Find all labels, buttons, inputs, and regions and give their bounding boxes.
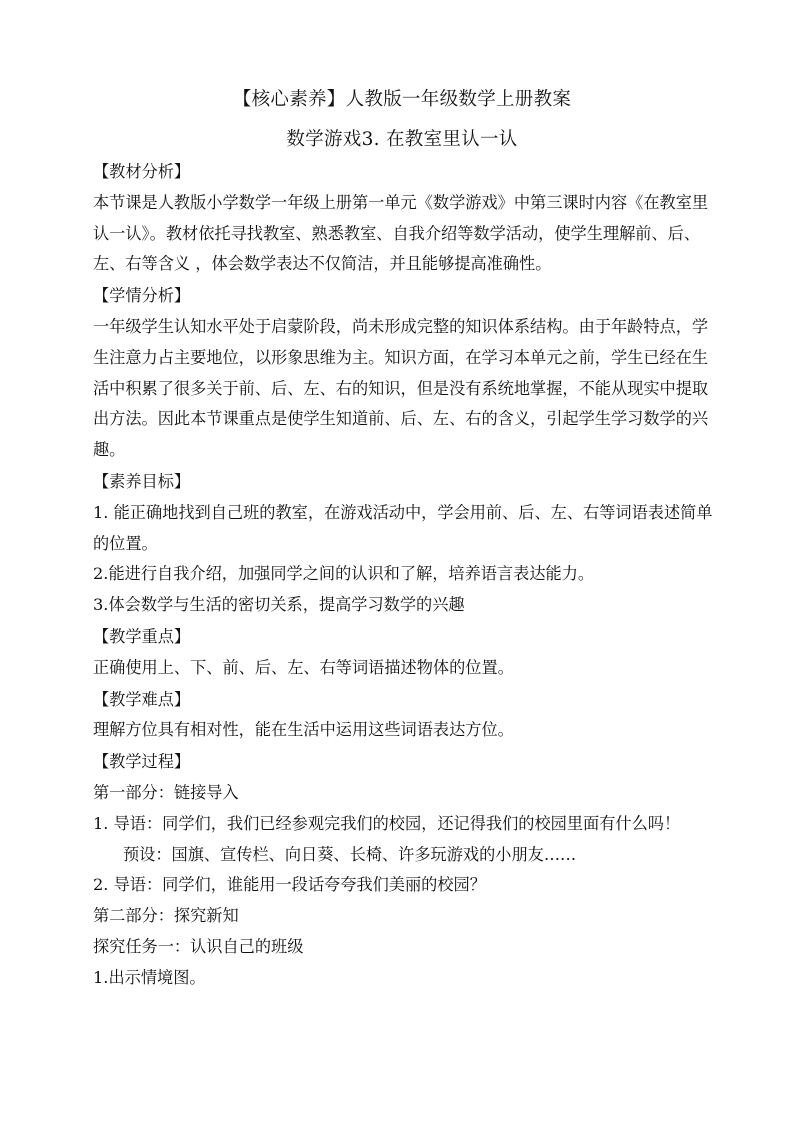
section-heading-teaching-process: 【教学过程】 (93, 752, 191, 772)
paragraph-line: 正确使用上、下、前、后、左、右等词语描述物体的位置。 (93, 657, 514, 677)
paragraph-line: 生注意力占主要地位，以形象思维为主。知识方面，在学习本单元之前，学生已经在生 (93, 347, 709, 367)
paragraph-line: 出方法。因此本节课重点是使学生知道前、后、左、右的含义，引起学生学习数学的兴 (93, 409, 709, 429)
paragraph-line: 的位置。 (93, 533, 158, 553)
document-page (93, 84, 711, 994)
paragraph-line: 左、右等含义 ，体会数学表达不仅简洁，并且能够提高准确性。 (93, 254, 552, 274)
paragraph-line: 本节课是人教版小学数学一年级上册第一单元《数学游戏》中第三课时内容《在教室里 (93, 192, 709, 212)
process-item: 2. 导语：同学们，谁能用一段话夸夸我们美丽的校园？ (93, 875, 486, 895)
process-item: 1.出示情境图。 (93, 967, 206, 987)
paragraph-line: 趣。 (93, 440, 126, 460)
section-heading-textbook-analysis: 【教材分析】 (93, 162, 191, 181)
document-title: 【核心素养】人教版一年级数学上册教案 (232, 89, 572, 110)
preset-answer: 预设：国旗、宣传栏、向日葵、长椅、许多玩游戏的小朋友…… (123, 844, 577, 864)
document-subtitle: 数学游戏3. 在教室里认一认 (286, 129, 518, 150)
section-heading-teaching-focus: 【教学重点】 (93, 626, 191, 646)
goal-item: 2.能进行自我介绍，加强同学之间的认识和了解，培养语言表达能力。 (93, 564, 595, 584)
part-title: 第二部分：探究新知 (93, 906, 239, 926)
paragraph-line: 一年级学生认知水平处于启蒙阶段，尚未形成完整的知识体系结构。由于年龄特点，学 (93, 316, 709, 336)
section-heading-teaching-difficulty: 【教学难点】 (93, 689, 191, 709)
paragraph-line: 理解方位具有相对性，能在生活中运用这些词语表达方位。 (93, 720, 514, 740)
paragraph-line: 认一认》。教材依托寻找教室、熟悉教室、自我介绍等数学活动，使学生理解前、后、 (93, 223, 701, 243)
section-heading-literacy-goals: 【素养目标】 (93, 471, 191, 491)
paragraph-line: 活中积累了很多关于前、后、左、右的知识，但是没有系统地掌握，不能从现实中提取 (93, 378, 709, 398)
goal-item: 3.体会数学与生活的密切关系，提高学习数学的兴趣 (93, 595, 465, 615)
goal-item: 1. 能正确地找到自己班的教室，在游戏活动中，学会用前、后、左、右等词语表述简单 (93, 502, 713, 522)
part-title: 第一部分：链接导入 (93, 782, 239, 802)
task-title: 探究任务一：认识自己的班级 (93, 936, 304, 956)
process-item: 1. 导语：同学们，我们已经参观完我们的校园，还记得我们的校园里面有什么吗！ (93, 813, 681, 833)
section-heading-student-analysis: 【学情分析】 (93, 286, 191, 306)
